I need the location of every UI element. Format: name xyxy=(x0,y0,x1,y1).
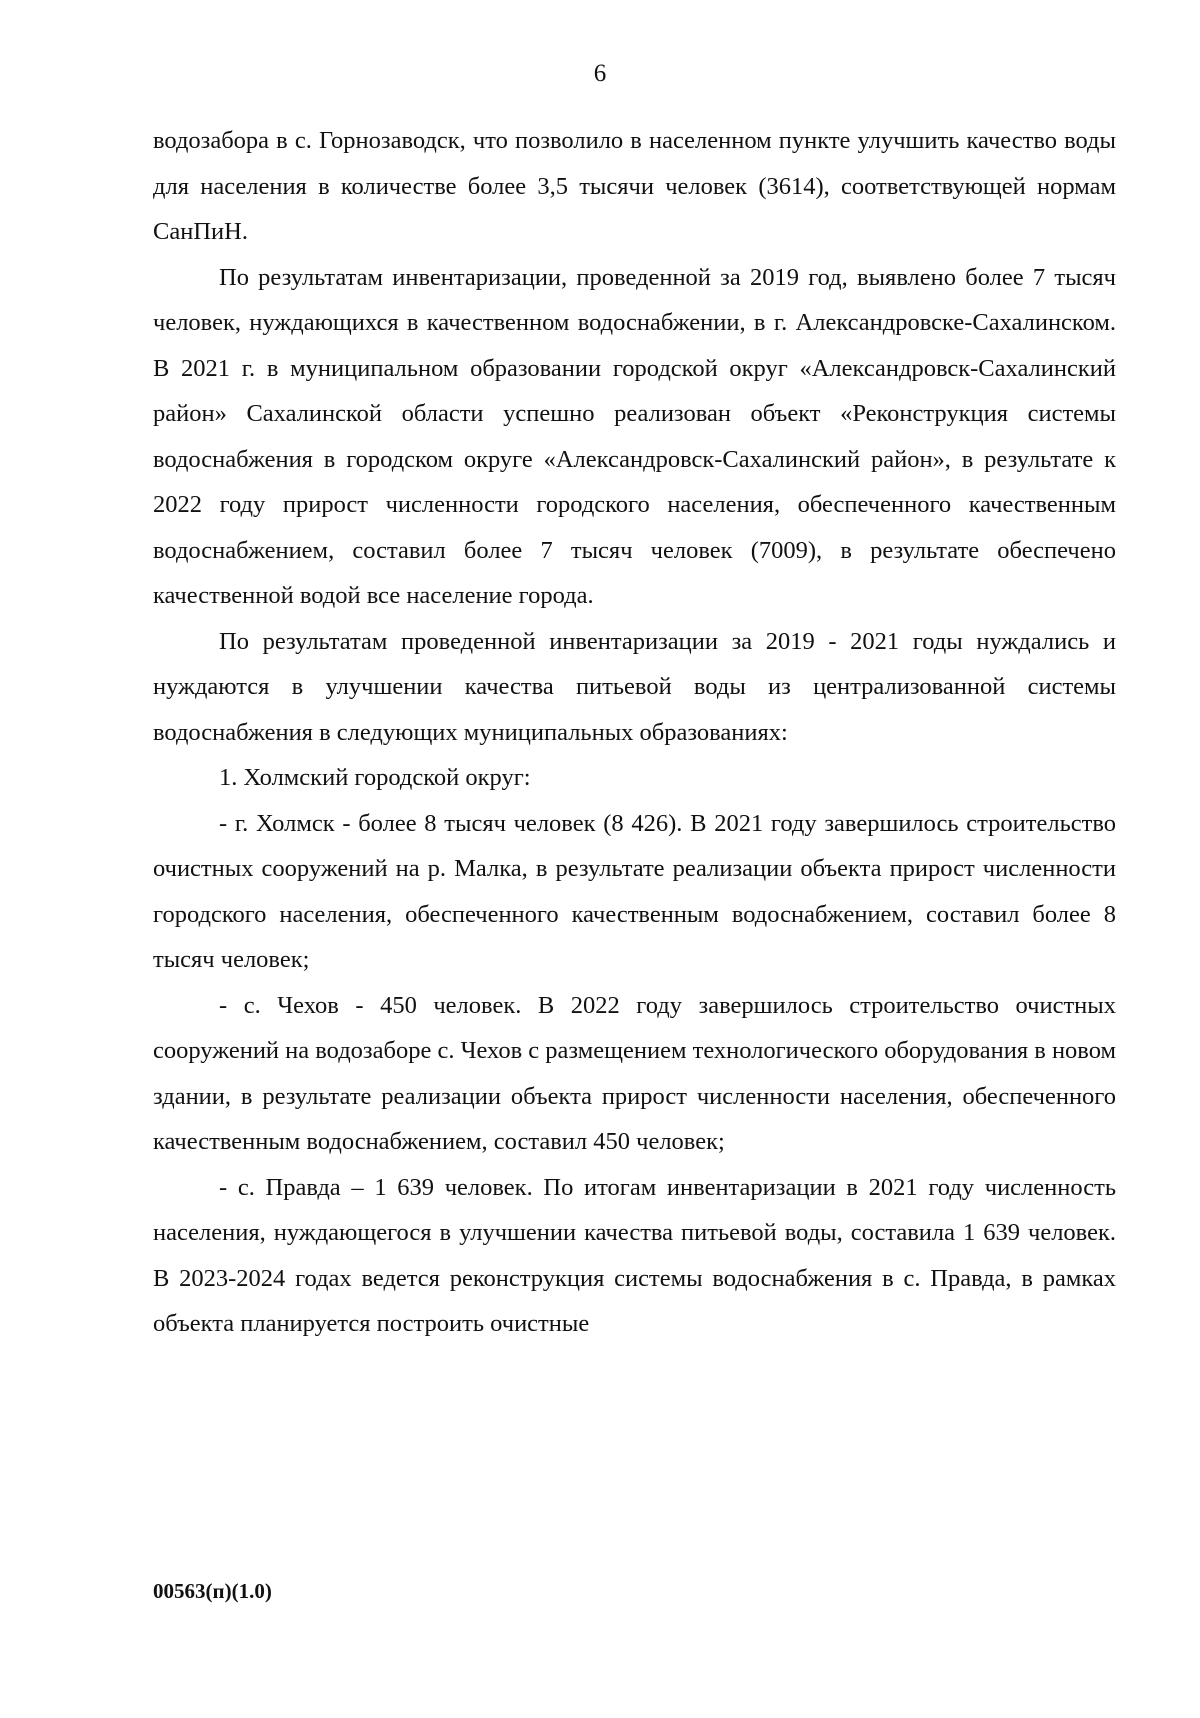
document-code: 00563(п)(1.0) xyxy=(153,1579,272,1603)
list-item-pravda: - с. Правда – 1 639 человек. По итогам инвентаризации в 2021 году численность населения, нуждающегося в улучшении качества питьевой воды, составила 1 639 человек. В 2023-2024 годах ведется реконструкция системы водоснабжения в с. Правда, в рамках объекта планируется построить очистные xyxy=(153,1173,1116,1337)
document-body xyxy=(153,118,1116,1347)
list-item-kholmsk: - г. Холмск - более 8 тысяч человек (8 426). В 2021 году завершилось строительство очистных сооружений на р. Малка, в результате реализации объекта прирост численности городского населения, обеспеченного качественным водоснабжением, составил более 8 тысяч человек; xyxy=(153,809,1116,973)
list-item-kholmsky-district: 1. Холмский городской округ: xyxy=(219,764,531,791)
paragraph-continuation: водозабора в с. Горнозаводск, что позволило в населенном пункте улучшить качество воды для населения в количестве более 3,5 тысячи человек (3614), соответствующей нормам СанПиН. xyxy=(153,127,1116,245)
list-item-chekhov: - с. Чехов - 450 человек. В 2022 году завершилось строительство очистных сооружений на водозаборе с. Чехов с размещением технологического оборудования в новом здании, в результате реализации объекта прирост численности населения, обеспеченного качественным водоснабжением, составил 450 человек; xyxy=(153,991,1116,1155)
page-number: 6 xyxy=(593,60,607,87)
paragraph-inventory-2019: По результатам инвентаризации, проведенной за 2019 год, выявлено более 7 тысяч человек, нуждающихся в качественном водоснабжении, в г. Александровске-Сахалинском. В 2021 г. в муниципальном образовании городской округ «Александровск-Сахалинский район» Сахалинской области успешно реализован объект «Реконструкция системы водоснабжения в городском округе «Александровск-Сахалинский район», в результате к 2022 году прирост численности городского населения, обеспеченного качественным водоснабжением, составил более 7 тысяч человек (7009), в результате обеспечено качественной водой все население города. xyxy=(153,263,1116,609)
paragraph-inventory-2019-2021: По результатам проведенной инвентаризации за 2019 - 2021 годы нуждались и нуждаются в улучшении качества питьевой воды из централизованной системы водоснабжения в следующих муниципальных образованиях: xyxy=(153,627,1116,746)
